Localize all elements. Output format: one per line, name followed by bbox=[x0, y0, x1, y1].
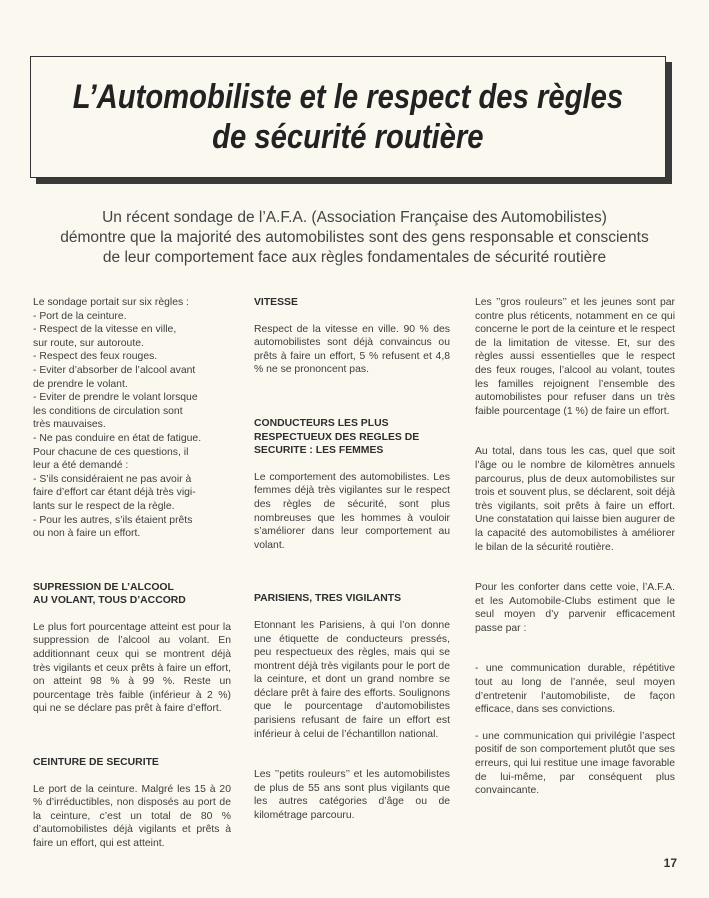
list-item: - Eviter d’absorber de l’alcool avant bbox=[33, 364, 196, 376]
paragraph-conducteurs: Le comportement des automobilistes. Les femmes déjà très vigilantes sur le respect des règles de sécurité, sont plus nombreuses que les hommes à vouloir s’améliorer dans leur comportement au volant. bbox=[254, 471, 450, 551]
paragraph-bullet-2: - une communication qui privilégie l’aspect positif de son comportement plutôt que ses erreurs, qui lui restitue une image favorable de lui-même, par conséquent plus convaincante. bbox=[475, 730, 675, 797]
heading-conducteurs-3: SECURITE : LES FEMMES bbox=[254, 445, 384, 457]
list-item: très mauvaises. bbox=[33, 419, 106, 431]
list-item: Le sondage portait sur six règles : bbox=[33, 297, 189, 308]
paragraph-parisiens: Etonnant les Parisiens, à qui l’on donne une étiquette de conducteurs pressés, peu respectueux des règles, mais qui se montrent déjà très vigilants pour le port de la ceinture, et dont un grand nombre se déclare prêt à faire des efforts. Soulignons que le pourcentage d’automobilistes parisiens refusant de faire un effort est inférieur à celui de l’échantillon national. bbox=[254, 619, 450, 740]
heading-alcool-2: AU VOLANT, TOUS D’ACCORD bbox=[33, 595, 186, 607]
heading-vitesse: VITESSE bbox=[254, 297, 298, 308]
survey-rules-list bbox=[33, 296, 231, 541]
page-number: 17 bbox=[663, 856, 677, 870]
column-1 bbox=[33, 296, 231, 851]
list-item: les conditions de circulation sont bbox=[33, 405, 183, 417]
list-item: leur a été demandé : bbox=[33, 460, 129, 472]
intro-line-3: de leur comportement face aux règles fondamentales de sécurité routière bbox=[102, 249, 607, 266]
paragraph-conforter: Pour les conforter dans cette voie, l’A.F.A. et les Automobile-Clubs estiment que le seul moyen d’y parvenir efficacement passe par : bbox=[475, 582, 675, 634]
list-item: - Ne pas conduire en état de fatigue. bbox=[33, 432, 202, 444]
paragraph-vitesse: Respect de la vitesse en ville. 90 % des automobilistes sont déjà convaincus ou prêts à faire un effort, 5 % refusent et 4,8 % ne se prononcent pas. bbox=[254, 323, 450, 376]
list-item: - Respect de la vitesse en ville, bbox=[33, 324, 177, 336]
heading-alcool-1: SUPRESSION DE L’ALCOOL bbox=[33, 581, 174, 593]
list-item: sur route, sur autoroute. bbox=[33, 337, 144, 349]
heading-conducteurs-1: CONDUCTEURS LES PLUS bbox=[254, 417, 389, 429]
list-item: faire d’effort car étant déjà très vigi- bbox=[33, 487, 196, 499]
intro-line-1: Un récent sondage de l’A.F.A. (Association Française des Automobilistes) bbox=[102, 209, 607, 226]
intro-line-2: démontre que la majorité des automobilistes sont des gens responsable et conscients bbox=[60, 229, 649, 246]
paragraph-petits-rouleurs: Les ’’petits rouleurs’’ et les automobilistes de plus de 55 ans sont plus vigilants que les autres catégories d’âge ou de kilométrage parcouru. bbox=[254, 769, 450, 822]
list-item: - Port de la ceinture. bbox=[33, 310, 127, 322]
paragraph-bullet-1: - une communication durable, répétitive tout au long de l’année, seul moyen d’entretenir l’automobiliste, de façon efficace, dans ses convictions. bbox=[475, 663, 675, 716]
list-item: - Respect des feux rouges. bbox=[33, 351, 158, 363]
list-item: - Eviter de prendre le volant lorsque bbox=[33, 392, 198, 404]
column-3 bbox=[475, 296, 675, 798]
paragraph-ceinture: Le port de la ceinture. Malgré les 15 à 20 % d’irréductibles, non disposés au port de la ceinture, c’est un total de 80 % d’automobilistes déjà vigilants et prêts à faire un effort, qui est atteint. bbox=[33, 783, 231, 849]
paragraph-gros-rouleurs: Les ’’gros rouleurs’’ et les jeunes sont par contre plus réticents, notamment en ce qui concerne le port de la ceinture et le respect de la limitation de vitesse. Et, sur des règles aussi essentielles que le respect des feux rouges, l’alcool au volant, toutes les familles rejoignent l’ensemble des automobilistes pour refuser dans un très faible pourcentage (1 %) de faire un effort. bbox=[475, 297, 675, 417]
paragraph-alcool: Le plus fort pourcentage atteint est pour la suppression de l’alcool au volant. En additionnant ceux qui se montrent déjà très vigilants et ceux prêts à faire un effort, on atteint 98 % à 99 %. Reste un pourcentage très faible (inférieur à 2 %) qui ne se déclare pas prêt à faire d’effort. bbox=[33, 621, 231, 715]
list-item: - S’ils considéraient ne pas avoir à bbox=[33, 473, 192, 485]
heading-ceinture: CEINTURE DE SECURITE bbox=[33, 757, 159, 769]
list-item: Pour chacune de ces questions, il bbox=[33, 446, 189, 458]
column-2 bbox=[254, 296, 450, 823]
paragraph-total: Au total, dans tous les cas, quel que soit l’âge ou le nombre de kilomètres annuels parcourus, plus de deux automobilistes sur trois et souvent plus, se déclarent, soit déjà très vigilants, soit prêts à faire un effort. Une constatation qui laisse bien augurer de la capacité des automobilistes à améliorer le bilan de la sécurité routière. bbox=[475, 446, 675, 553]
list-item: ou non à faire un effort. bbox=[33, 528, 141, 540]
list-item: de prendre le volant. bbox=[33, 378, 128, 390]
list-item: lants sur le respect de la règle. bbox=[33, 500, 175, 512]
intro-paragraph bbox=[40, 208, 669, 268]
list-item: - Pour les autres, s’ils étaient prêts bbox=[33, 514, 193, 526]
title-box bbox=[30, 56, 666, 178]
title-line-1: L’Automobiliste et le respect des règles bbox=[72, 78, 624, 116]
heading-conducteurs-2: RESPECTUEUX DES REGLES DE bbox=[254, 431, 420, 443]
title-line-2: de sécurité routière bbox=[212, 118, 484, 156]
heading-parisiens: PARISIENS, TRES VIGILANTS bbox=[254, 593, 402, 605]
